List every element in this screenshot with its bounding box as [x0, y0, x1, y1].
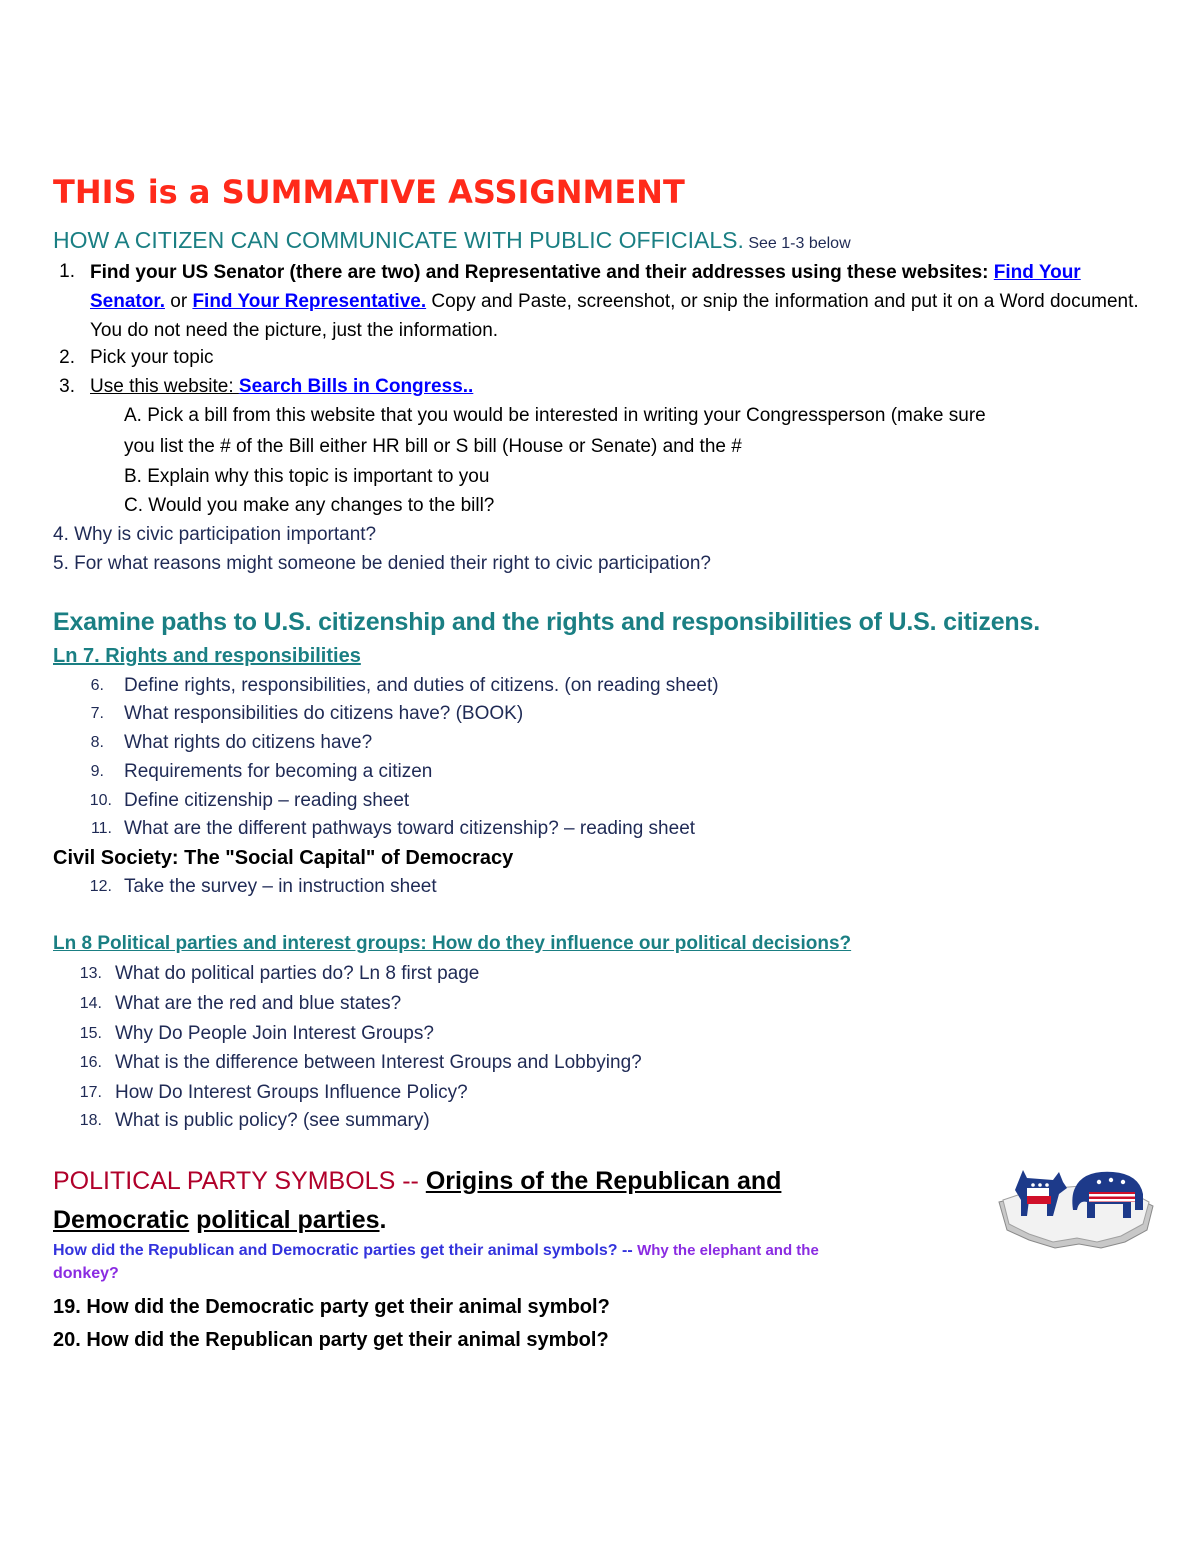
item-10-text: Define citizenship – reading sheet	[124, 790, 410, 811]
section4-heading-line1	[53, 1164, 781, 1198]
item-9-text: Requirements for becoming a citizen	[124, 761, 433, 782]
question-19: 19. How did the Democratic party get their animal symbol?	[53, 1296, 610, 1318]
item-3-text: Use this website:	[90, 376, 239, 397]
section4-subheading-sep: --	[617, 1242, 638, 1259]
item-1-rest: Copy and Paste, screenshot, or snip the information and put it on a Word document. You do not need the picture, just the information.	[90, 291, 1139, 341]
item-12-number: 12.	[89, 878, 112, 895]
find-your-senator-link[interactable]: Find Your Senator.	[90, 262, 1081, 312]
item-3-number: 3.	[59, 376, 75, 397]
section4-heading-line2	[53, 1203, 386, 1237]
item-10-number: 10.	[89, 792, 112, 809]
item-11-number: 11.	[90, 820, 112, 837]
question-20: 20. How did the Republican party get their animal symbol?	[53, 1329, 609, 1351]
item-18-text: What is public policy? (see summary)	[115, 1110, 430, 1131]
section4-subheading	[53, 1240, 819, 1262]
item-1-or: or	[164, 291, 193, 312]
lesson-8-link[interactable]: Ln 8 Political parties and interest groups: How do they influence our political decisions?	[53, 933, 852, 954]
section1-heading	[53, 224, 851, 260]
item-9-number: 9.	[90, 763, 104, 780]
item-18-number: 18.	[79, 1112, 102, 1129]
party-symbols-image	[993, 1160, 1158, 1252]
subitem-b: B. Explain why this topic is important to you	[124, 466, 490, 487]
item-14-number: 14.	[79, 995, 102, 1012]
section1-heading-note: See 1-3 below	[748, 235, 851, 252]
item-2-text: Pick your topic	[90, 347, 214, 368]
item-11-text: What are the different pathways toward citizenship? – reading sheet	[124, 818, 696, 839]
item-13-number: 13.	[79, 965, 102, 982]
section4-heading-political-parties: political parties	[196, 1206, 380, 1234]
item-1	[90, 258, 1150, 345]
question-4: 4. Why is civic participation important?	[53, 524, 377, 545]
item-13-text: What do political parties do? Ln 8 first page	[115, 963, 480, 984]
item-8-number: 8.	[90, 734, 104, 751]
civil-society-heading: Civil Society: The "Social Capital" of Democracy	[53, 847, 514, 869]
find-your-representative-link[interactable]: Find Your Representative.	[192, 291, 427, 312]
item-1-text: Find your US Senator (there are two) and Representative and their addresses using these websites:	[90, 262, 994, 283]
section4-heading-red: POLITICAL PARTY SYMBOLS --	[53, 1167, 419, 1195]
subitem-a-continued: you list the # of the Bill either HR bill or S bill (House or Senate) and the #	[124, 436, 742, 457]
question-5: 5. For what reasons might someone be denied their right to civic participation?	[53, 553, 711, 574]
lesson-7-link[interactable]: Ln 7. Rights and responsibilities	[53, 645, 361, 667]
subitem-a: A. Pick a bill from this website that you would be interested in writing your Congressperson (make sure	[124, 405, 986, 426]
section4-heading-period: .	[379, 1206, 387, 1234]
item-7-number: 7.	[90, 705, 104, 722]
section1-heading-text: HOW A CITIZEN CAN COMMUNICATE WITH PUBLIC OFFICIALS.	[53, 227, 744, 253]
search-bills-link[interactable]: Search Bills in Congress..	[238, 376, 474, 397]
item-6-text: Define rights, responsibilities, and duties of citizens. (on reading sheet)	[124, 675, 719, 696]
item-1-number: 1.	[59, 261, 75, 282]
item-17-text: How Do Interest Groups Influence Policy?	[115, 1082, 468, 1103]
page-title: THIS is a SUMMATIVE ASSIGNMENT	[53, 173, 685, 211]
item-15-number: 15.	[79, 1025, 102, 1042]
section4-subheading-line2: donkey?	[53, 1265, 119, 1282]
item-12-text: Take the survey – in instruction sheet	[124, 876, 437, 897]
section2-heading: Examine paths to U.S. citizenship and the rights and responsibilities of U.S. citizens.	[53, 608, 1040, 636]
item-2-number: 2.	[59, 347, 75, 368]
section4-subheading-blue: How did the Republican and Democratic parties get their animal symbols?	[53, 1242, 618, 1259]
section4-heading-underlined: Origins of the Republican and	[425, 1167, 782, 1195]
item-17-number: 17.	[79, 1084, 102, 1101]
item-7-text: What responsibilities do citizens have? (BOOK)	[124, 703, 524, 724]
item-3	[90, 373, 473, 401]
party-symbols-map-icon	[993, 1160, 1158, 1252]
section4-subheading-purple: Why the elephant and the	[637, 1242, 819, 1259]
item-8-text: What rights do citizens have?	[124, 732, 373, 753]
item-6-number: 6.	[90, 677, 104, 694]
subitem-c: C. Would you make any changes to the bill?	[124, 495, 495, 516]
item-16-number: 16.	[79, 1054, 102, 1071]
section4-heading-democratic: Democratic	[53, 1206, 190, 1234]
item-15-text: Why Do People Join Interest Groups?	[115, 1023, 434, 1044]
item-14-text: What are the red and blue states?	[115, 993, 402, 1014]
item-16-text: What is the difference between Interest Groups and Lobbying?	[115, 1052, 642, 1073]
